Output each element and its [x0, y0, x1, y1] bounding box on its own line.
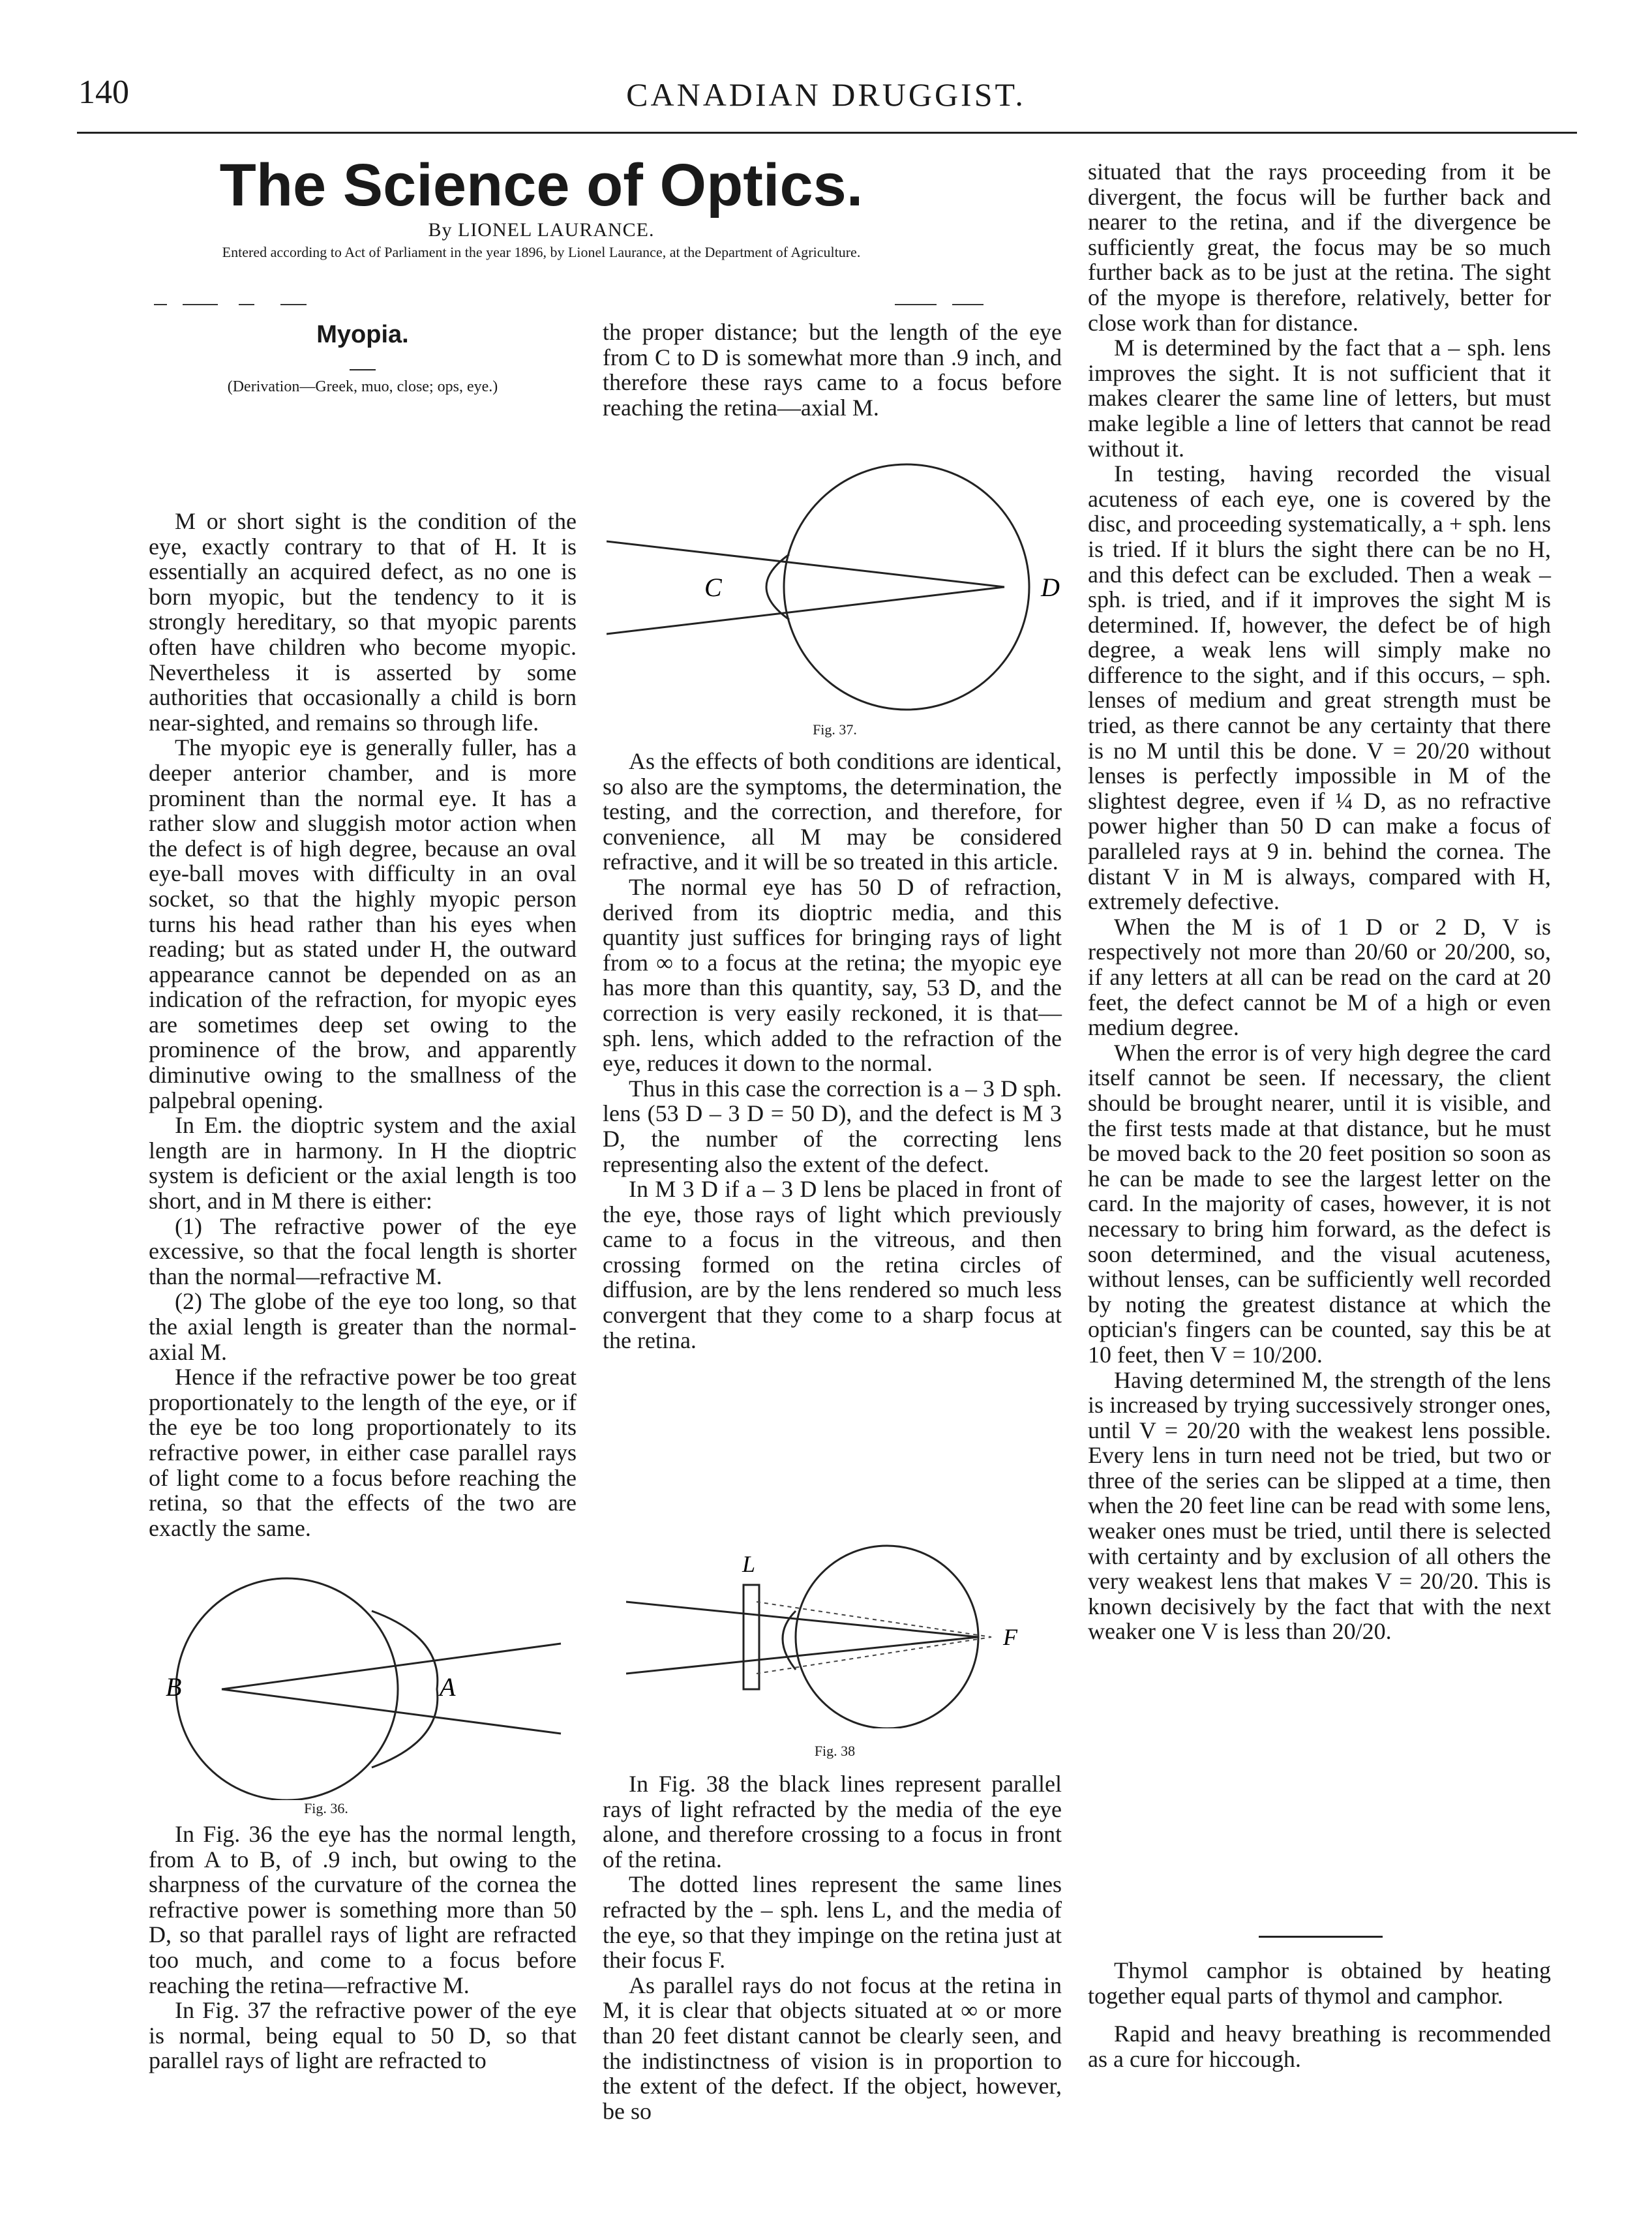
column-2-bottom	[603, 1771, 1062, 2124]
paragraph: Thymol camphor is obtained by heating together equal parts of thymol and camphor.	[1088, 1957, 1551, 2009]
copyright-notice: Entered according to Act of Parliament in the year 1896, by Lionel Laurance, at the Department of Agriculture.	[222, 244, 861, 260]
paragraph: In Fig. 38 the black lines represent parallel rays of light refracted by the media of the eye alone, and therefore crossing to a focus in front of the retina.	[603, 1771, 1062, 1873]
derivation-note: (Derivation—Greek, muo, close; ops, eye.)	[227, 378, 498, 395]
decor-dash	[280, 304, 307, 305]
decor-dash	[239, 304, 254, 305]
fig-36-caption: Fig. 36.	[304, 1800, 348, 1816]
article-title: The Science of Optics.	[219, 152, 864, 218]
byline: By LIONEL LAURANCE.	[428, 219, 655, 241]
fig-37-diagram	[607, 457, 1063, 717]
paragraph: The dotted lines represent the same lines refracted by the – sph. lens L, and the media of the eye, so that they impinge on the retina just at their focus F.	[603, 1871, 1062, 1974]
fig-37-label-c: C	[704, 573, 722, 602]
paragraph: (2) The globe of the eye too long, so that the axial length is greater than the normal-axial M.	[149, 1288, 577, 1365]
section-heading: Myopia.	[316, 321, 409, 348]
paragraph: When the error is of very high degree the card itself cannot be seen. If necessary, the client should be brought nearer, until it is visible, and the first tests made at that distance, but he must be moved back to the 20 feet position so soon as he can be made to see the largest letter on the card. In the majority of cases, however, it is not necessary to bring him forward, as the defect is soon determined, and the visual acuteness, without lenses, can be sufficiently well recorded by noting the greatest distance at which the optician's fingers can be counted, say this be at 10 feet, then V = 10/200.	[1088, 1039, 1551, 1368]
paragraph: the proper distance; but the length of the eye from C to D is somewhat more than .9 inch, and therefore these rays came to a focus before reaching the retina—axial M.	[603, 319, 1062, 421]
fig-36-diagram	[157, 1565, 574, 1800]
column-2-text	[603, 320, 1062, 420]
paragraph: As parallel rays do not focus at the retina in M, it is clear that objects situated at ∞ or more than 20 feet distant cannot be clearly seen, and the indistinctness of vision is in proportion to the extent of the defect. If the object, however, be so	[603, 1972, 1062, 2124]
fig-38-diagram	[626, 1539, 1057, 1728]
paragraph: M or short sight is the condition of the eye, exactly contrary to that of H. It is essentially an acquired defect, as no one is born myopic, but the tendency to it is strongly hereditary, so that myopic parents often have children who become myopic. Nevertheless it is asserted by some authorities that occasionally a child is born near-sighted, and remains so through life.	[149, 508, 577, 736]
journal-title: CANADIAN DRUGGIST.	[626, 76, 1026, 113]
fig-36-label-a: A	[440, 1672, 456, 1702]
decor-dash	[183, 304, 218, 305]
decor-dash	[952, 304, 984, 305]
notes	[1088, 1958, 1551, 2071]
column-1-continued	[149, 1822, 577, 2073]
fig-37-label-d: D	[1041, 573, 1060, 602]
paragraph: In Fig. 36 the eye has the normal length, from A to B, of .9 inch, but owing to the sharpness of the curvature of the cornea the refractive power is something more than 50 D, so that parallel rays of light are refracted too much, and come to a focus before reaching the retina—refractive M.	[149, 1821, 577, 1998]
heading-dash	[350, 369, 376, 370]
paragraph: situated that the rays proceeding from it be divergent, the focus will be further back and nearer to the retina, and if the divergence be sufficiently great, the focus may be so much further back as to be just at the retina. The sight of the myope is therefore, relatively, better for close work than for distance.	[1088, 158, 1551, 336]
paragraph: Having determined M, the strength of the lens is increased by trying successively stronger ones, until V = 20/20 with the weakest lens possible. Every lens in turn need not be tried, but two or three of the series can be slipped at a time, then when the 20 feet line can be read with some lens, weaker ones must be tried, until there is selected with certainty and by exclusion of all others the very weakest lens that makes V = 20/20. This is known decisively by the fact that with the next weaker one V is less than 20/20.	[1088, 1366, 1551, 1645]
page-number: 140	[78, 74, 129, 111]
paragraph: Thus in this case the correction is a – 3 D sph. lens (53 D – 3 D = 50 D), and the defect is M 3 D, the number of the correcting lens representing also the extent of the defect.	[603, 1075, 1062, 1177]
paragraph: When the M is of 1 D or 2 D, V is respectively not more than 20/60 or 20/200, so, if any letters at all can be read on the card at 20 feet, the defect cannot be M of a high or even medium degree.	[1088, 913, 1551, 1041]
paragraph: The normal eye has 50 D of refraction, derived from its dioptric media, and this quantity just suffices for bringing rays of light from ∞ to a focus at the retina; the myopic eye has more than this quantity, say, 53 D, and the correction is very easily reckoned, it is that—sph. lens, which added to the refraction of the eye, reduces it down to the normal.	[603, 873, 1062, 1077]
paragraph: As the effects of both conditions are identical, so also are the symptoms, the determination, the testing, and the correction, and therefore, for convenience, all M may be considered refractive, and it will be so treated in this article.	[603, 748, 1062, 875]
paragraph: In testing, having recorded the visual acuteness of each eye, one is covered by the disc, and proceeding systematically, a + sph. lens is tried. If it blurs the sight there can be no H, and this defect can be excluded. Then a weak – sph. is tried, and if it improves the sight M is determined. If, however, the defect be of high degree, a weak lens will simply make no difference to the sight, and if this occurs, – sph. lenses of medium and great strength must be tried, as there cannot be any certainty that there is no M until this be done. V = 20/20 without lenses is perfectly impossible in M of the slightest degree, even if ¼ D, as no refractive power higher than 50 D can make a focus of paralleled rays at 9 in. behind the cornea. The distant V in M is always, compared with H, extremely defective.	[1088, 460, 1551, 915]
paragraph: In Fig. 37 the refractive power of the eye is normal, being equal to 50 D, so that parallel rays of light are refracted to	[149, 1997, 577, 2074]
paragraph: Hence if the refractive power be too great proportionately to the length of the eye, or if the eye be too long proportionately to its refractive power, in either case parallel rays of light come to a focus before reaching the retina, so that the effects of the two are exactly the same.	[149, 1364, 577, 1541]
decor-dash	[154, 304, 167, 305]
fig-38-caption: Fig. 38	[814, 1743, 856, 1759]
fig-38-label-l: L	[742, 1551, 756, 1577]
column-3-text	[1088, 159, 1551, 1644]
column-2-continued	[603, 749, 1062, 1353]
column-1-text	[149, 509, 577, 1541]
paragraph: In M 3 D if a – 3 D lens be placed in front of the eye, those rays of light which previously came to a focus in the vitreous, and then crossing formed on the retina circles of diffusion, are by the lens rendered so much less convergent that they come to a sharp focus at the retina.	[603, 1176, 1062, 1353]
paragraph: In Em. the dioptric system and the axial length are in harmony. In H the dioptric system is deficient or the axial length is too short, and in M there is either:	[149, 1112, 577, 1214]
fig-37-caption: Fig. 37.	[813, 721, 857, 738]
decor-dash	[895, 304, 937, 305]
fig-36-label-b: B	[166, 1672, 182, 1702]
header-rule	[77, 132, 1577, 134]
paragraph: The myopic eye is generally fuller, has a deeper anterior chamber, and is more prominent than the normal eye. It has a rather slow and sluggish motor action when the defect is of high degree, because an oval eye-ball moves with difficulty in an oval socket, so that the highly myopic person turns his head rather than his eyes when reading; but as stated under H, the outward appearance cannot be depended on as an indication of the refraction, for myopic eyes are sometimes deep set owing to the prominence of the brow, and apparently diminutive owing to the smallness of the palpebral opening.	[149, 734, 577, 1113]
section-separator	[1259, 1936, 1383, 1938]
fig-38-label-f: F	[1003, 1624, 1017, 1650]
paragraph: Rapid and heavy breathing is recommended as a cure for hiccough.	[1088, 2021, 1551, 2072]
paragraph: (1) The refractive power of the eye excessive, so that the focal length is shorter than the normal—refractive M.	[149, 1212, 577, 1289]
paragraph: M is determined by the fact that a – sph. lens improves the sight. It is not sufficient that it makes clearer the same line of letters, but must make legible a line of letters that cannot be read without it.	[1088, 335, 1551, 462]
